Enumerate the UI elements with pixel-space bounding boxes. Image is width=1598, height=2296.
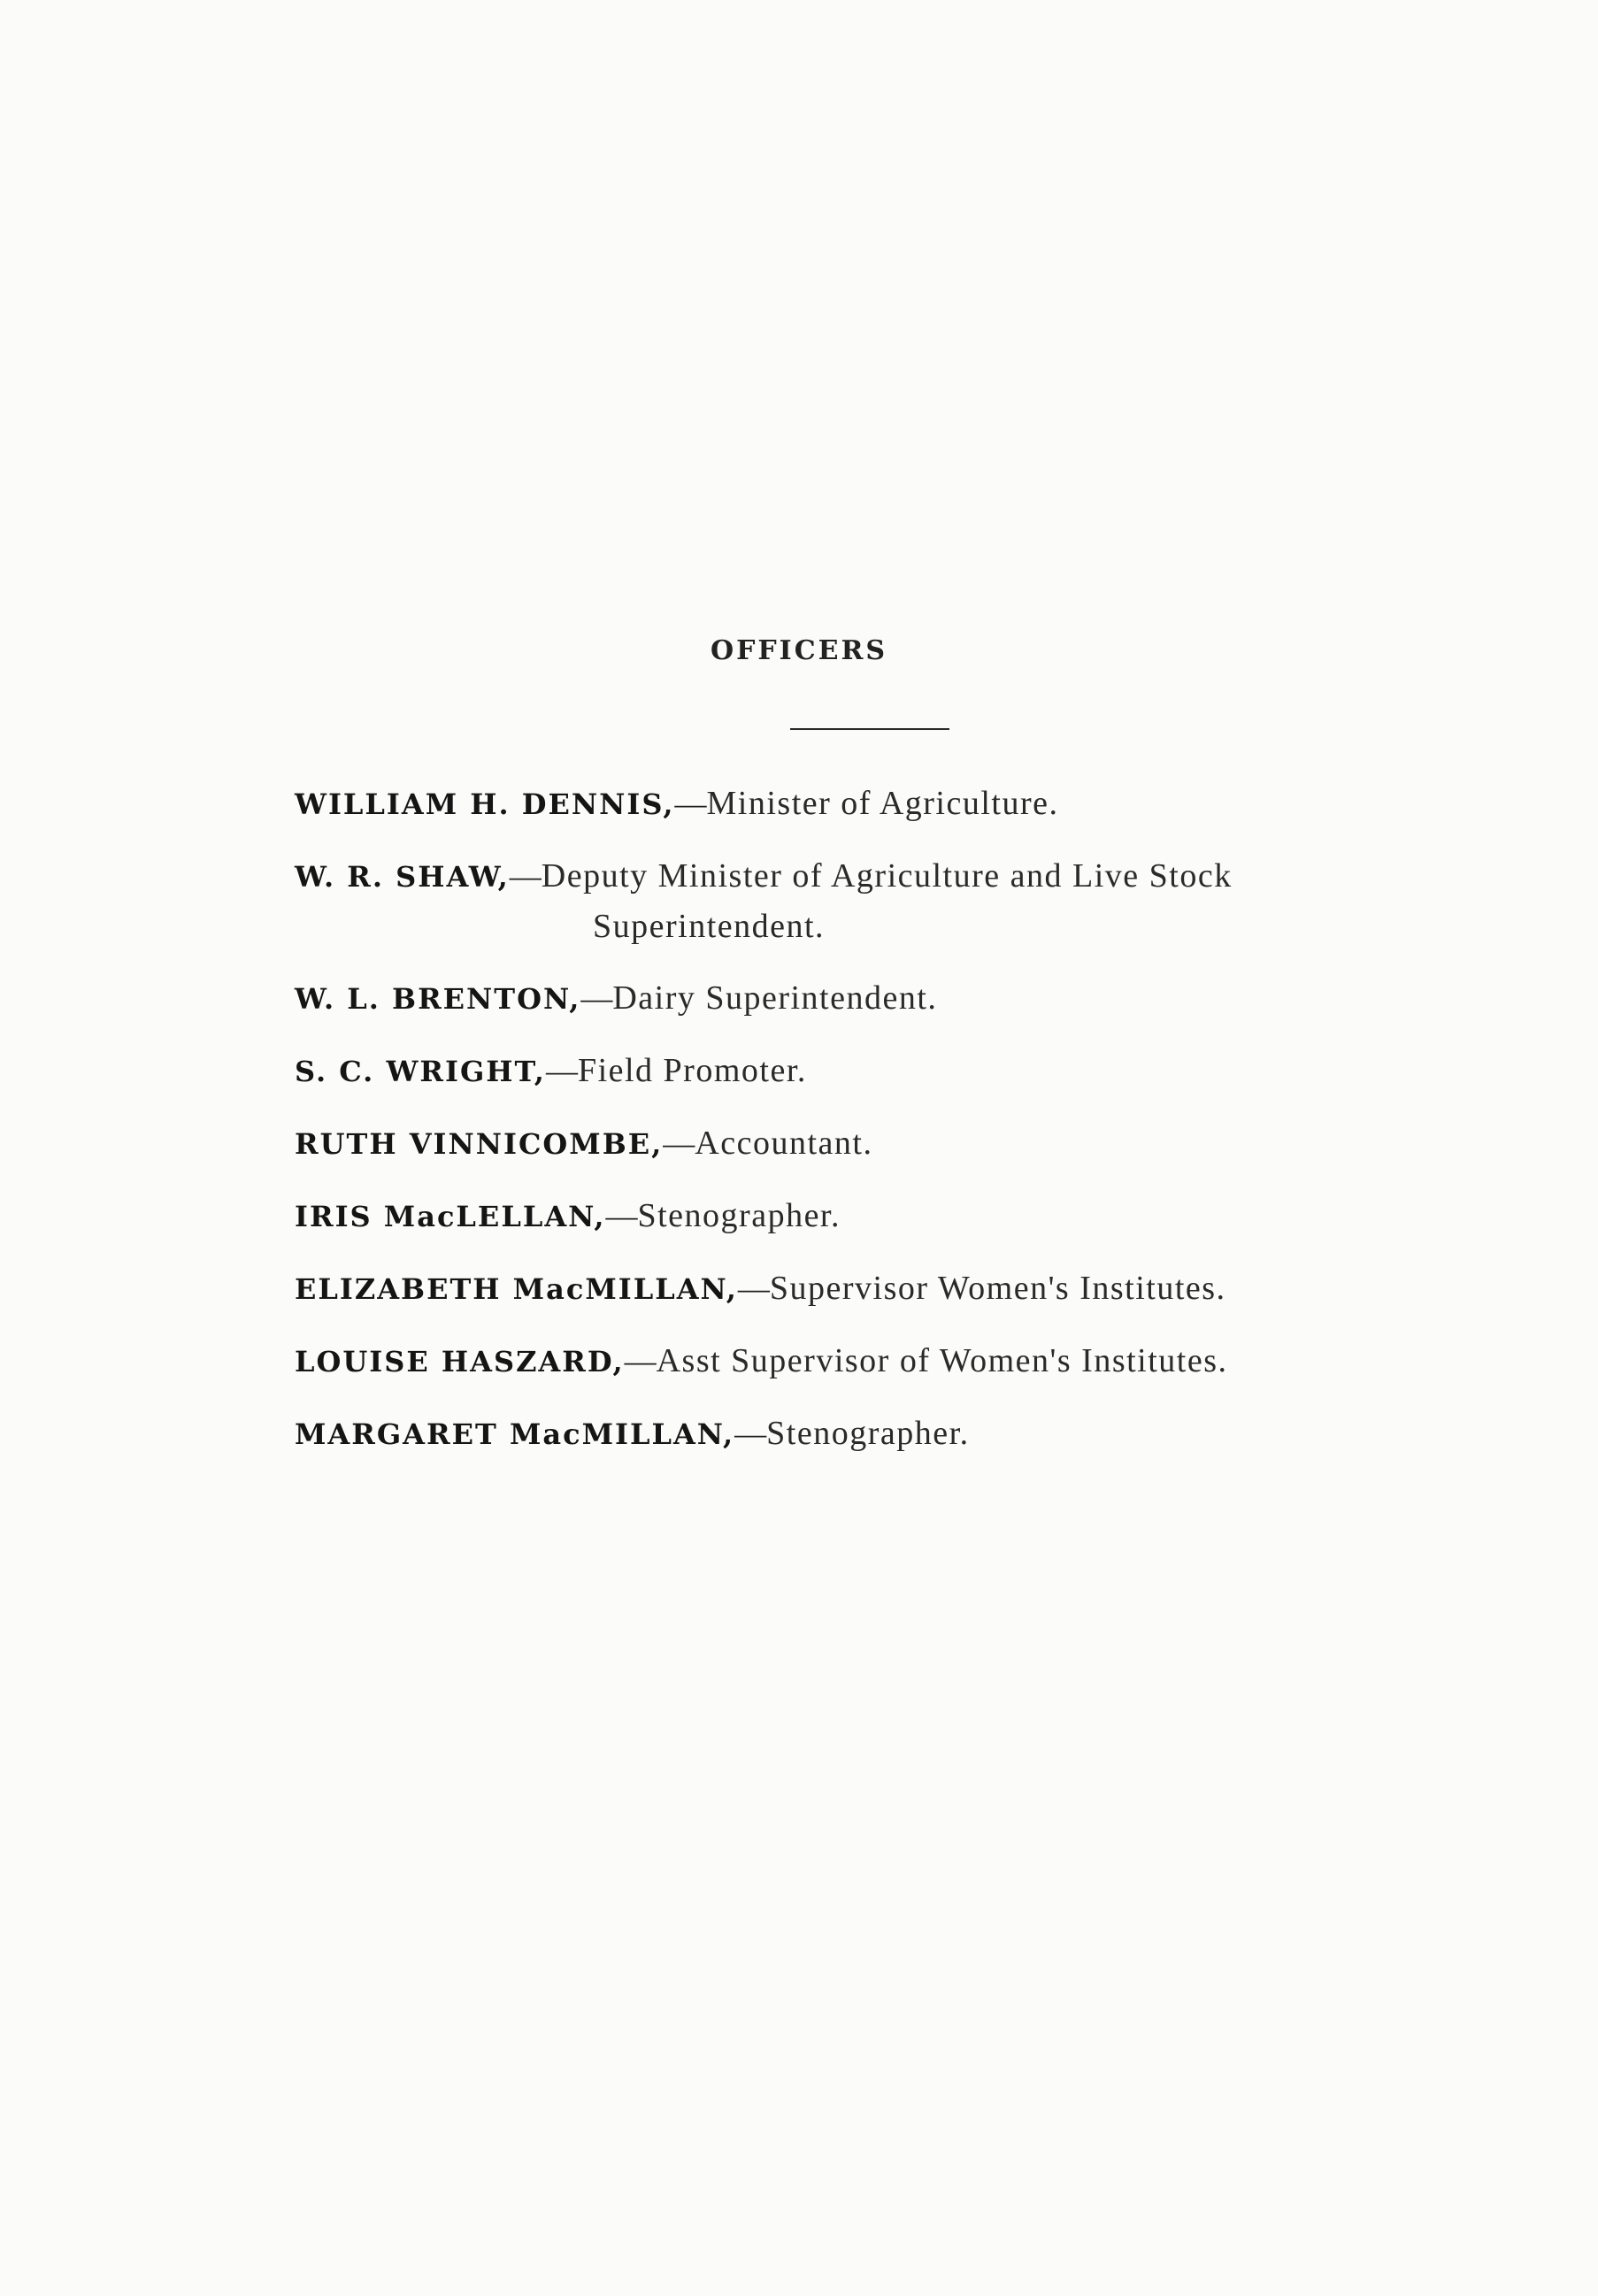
officer-role-continuation: Superintendent. — [593, 908, 826, 945]
officer-role: Stenographer. — [637, 1197, 841, 1234]
officer-entry — [295, 1118, 1533, 1169]
officer-role: Supervisor Women's Institutes. — [769, 1270, 1226, 1307]
officer-role: Minister of Agriculture. — [706, 785, 1059, 822]
dash-separator: — — [737, 1271, 770, 1306]
officer-entry — [295, 1409, 1533, 1459]
dash-separator: — — [624, 1343, 657, 1378]
dash-separator: — — [580, 980, 613, 1016]
officer-name: W. L. BRENTON, — [295, 982, 581, 1016]
page-title: OFFICERS — [710, 635, 888, 666]
officer-entry — [295, 1263, 1533, 1314]
dash-separator: — — [545, 1053, 578, 1088]
title-divider — [790, 728, 949, 730]
officer-entry — [295, 779, 1533, 829]
officers-list — [295, 779, 1533, 1481]
officer-entry — [295, 1191, 1533, 1241]
dash-separator: — — [734, 1416, 767, 1451]
officer-name: WILLIAM H. DENNIS, — [295, 787, 675, 821]
officer-name: W. R. SHAW, — [295, 860, 510, 894]
officer-entry — [295, 851, 1533, 951]
officer-name: RUTH VINNICOMBE, — [295, 1127, 664, 1161]
officer-role: Accountant. — [695, 1125, 873, 1162]
officer-name: MARGARET MacMILLAN, — [295, 1417, 735, 1451]
officer-name: ELIZABETH MacMILLAN, — [295, 1272, 738, 1306]
officer-role: Asst Supervisor of Women's Institutes. — [656, 1342, 1228, 1379]
officer-entry — [295, 1046, 1533, 1096]
officer-name: IRIS MacLELLAN, — [295, 1200, 606, 1233]
officer-role: Dairy Superintendent. — [612, 979, 938, 1017]
officer-entry — [295, 1336, 1533, 1386]
dash-separator: — — [674, 786, 707, 821]
officer-entry — [295, 973, 1533, 1024]
dash-separator: — — [663, 1125, 695, 1161]
officer-role: Field Promoter. — [577, 1052, 807, 1089]
dash-separator: — — [605, 1198, 638, 1233]
officer-role: Stenographer. — [766, 1415, 970, 1452]
dash-separator: — — [509, 858, 542, 894]
officer-name: S. C. WRIGHT, — [295, 1055, 546, 1088]
officer-role: Deputy Minister of Agriculture and Live Stock — [541, 857, 1233, 895]
officer-name: LOUISE HASZARD, — [295, 1345, 625, 1378]
